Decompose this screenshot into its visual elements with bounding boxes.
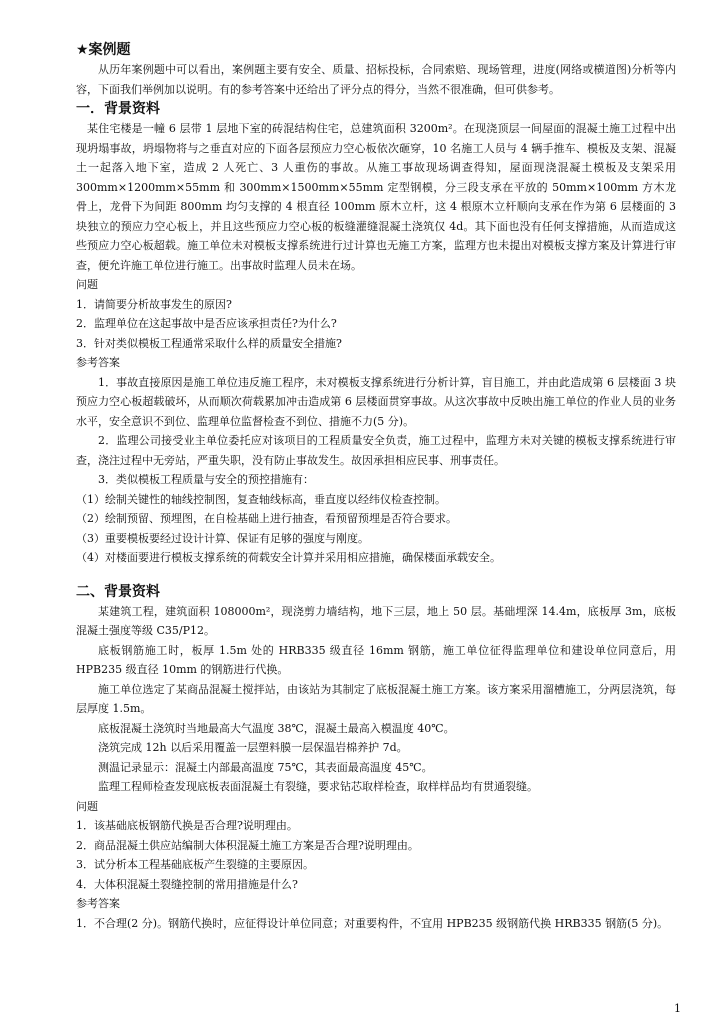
doc-title: ★案例题 (76, 42, 131, 58)
case2-question-label: 问题 (76, 799, 98, 813)
case1-answer-label: 参考答案 (76, 356, 120, 369)
case1-background: 某住宅楼是一幢 6 层带 1 层地下室的砖混结构住宅，总建筑面积 3200m²。在现浇顶层一间屋面的混凝土施工过程中出现坍塌事故，坍塌物将与之垂直对应的下面各层预应力空心板依次砸穿，10 名施工人员与 4 辆手推车、模板及支架、混凝土一起落入地下室，造成 2 人死亡、3 人重伤的事故。从施工事故现场调查得知，屋面现浇混凝土模板及支架采用 300mm×1200mm×55mm 和 300mm×1500mm×55mm 定型钢模，分三段支承在平放的 50mm×100mm 方木龙骨上，龙骨下为间距 800mm 均匀支撑的 4 根直径 100mm 原木立杆，这 4 根原木立杆顺向支承在作为第 6 层楼面的 3 块独立的预应力空心板上，并且这些预应力空心板的板缝灌缝混凝土浇筑仅 4d。其下面也没有任何支撑措施，从而造成这些预应力空心板超载。施工单位未对模板支撑系统进行过计算也无施工方案，监理方也未提出对模板支撑方案及计算进行审查，便允许施工单位进行施工。出事故时监理人员未在场。 (76, 122, 676, 272)
case2-answer: 1．不合理(2 分)。钢筋代换时，应征得设计单位同意；对重要构件，不宜用 HPB235 级钢筋代换 HRB335 钢筋(5 分)。 (76, 916, 669, 930)
case2-question: 1．该基础底板钢筋代换是否合理?说明理由。 (76, 819, 298, 832)
case2-paragraph: 施工单位选定了某商品混凝土搅拌站，由该站为其制定了底板混凝土施工方案。该方案采用溜槽施工，分两层浇筑，每层厚度 1.5m。 (76, 682, 676, 715)
case1-answer: 1．事故直接原因是施工单位违反施工程序，未对模板支撑系统进行分析计算，盲目施工，并由此造成第 6 层楼面 3 块预应力空心板超载破坏，从而顺次荷载累加冲击造成第 6 层楼面贯穿事故。从这次事故中反映出施工单位的作业人员的业务水平，安全意识不到位、监理单位监督检查不到位、措施不力(5 分)。 (76, 375, 676, 428)
case1-measure: （1）绘制关键性的轴线控制图，复查轴线标高，垂直度以经纬仪检查控制。 (76, 492, 446, 506)
section-gap (76, 568, 676, 582)
case1-question: 2．监理单位在这起事故中是否应该承担责任?为什么? (76, 317, 337, 330)
case1-answer: 3．类似模板工程质量与安全的预控措施有： (98, 473, 314, 486)
case1-question: 1．请简要分析故事发生的原因? (76, 297, 232, 311)
case2-question: 3．试分析本工程基础底板产生裂缝的主要原因。 (76, 858, 314, 871)
case2-paragraph: 监理工程师检查发现底板表面混凝土有裂缝，要求钻芯取样检查，取样样品均有贯通裂缝。 (98, 780, 538, 793)
case1-measure: （2）绘制预留、预埋图，在自检基础上进行抽查，看预留预埋是否符合要求。 (76, 512, 457, 525)
case2-question: 2．商品混凝土供应站编制大体积混凝土施工方案是否合理?说明理由。 (76, 838, 419, 852)
case1-measure: （3）重要模板要经过设计计算、保证有足够的强度与刚度。 (76, 531, 369, 545)
document-page (76, 40, 676, 933)
case2-answer-label: 参考答案 (76, 897, 120, 910)
case1-question-label: 问题 (76, 278, 98, 291)
case2-paragraph: 测温记录显示：混凝土内部最高温度 75℃，其表面最高温度 45℃。 (98, 760, 433, 774)
case1-answer: 2．监理公司接受业主单位委托应对该项目的工程质量安全负责，施工过程中，监理方未对关键的模板支撑系统进行审查，浇注过程中无旁站，严重失职，没有防止事故发生。故因承担相应民事、刑事责任。 (76, 434, 676, 467)
case2-paragraph: 底板钢筋施工时，板厚 1.5m 处的 HRB335 级直径 16mm 钢筋，施工单位征得监理单位和建设单位同意后，用 HPB235 级直径 10mm 的钢筋进行代换。 (76, 643, 676, 676)
case2-heading: 二、背景资料 (76, 583, 160, 600)
page-number: 1 (674, 1002, 681, 1015)
case2-paragraph: 浇筑完成 12h 以后采用覆盖一层塑料膜一层保温岩棉养护 7d。 (98, 741, 408, 754)
case1-measure: （4）对楼面要进行模板支撑系统的荷载安全计算并采用相应措施，确保楼面承载安全。 (76, 551, 501, 564)
case2-paragraph: 底板混凝土浇筑时当地最高大气温度 38℃，混凝土最高入模温度 40℃。 (98, 721, 455, 735)
case2-question: 4．大体积混凝土裂缝控制的常用措施是什么? (76, 877, 298, 891)
case2-paragraph: 某建筑工程，建筑面积 108000m²，现浇剪力墙结构，地下三层，地上 50 层。基础埋深 14.4m，底板厚 3m，底板混凝土强度等级 C35/P12。 (76, 604, 676, 637)
case1-question: 3．针对类似模板工程通常采取什么样的质量安全措施? (76, 336, 342, 350)
intro-paragraph: 从历年案例题中可以看出，案例题主要有安全、质量、招标投标，合同索赔、现场管理，进度(网络或横道图)分析等内容，下面我们举例加以说明。有的参考答案中还给出了评分点的得分，当然不很准确，但可供参考。 (76, 63, 676, 96)
case1-heading: 一．背景资料 (76, 101, 160, 117)
